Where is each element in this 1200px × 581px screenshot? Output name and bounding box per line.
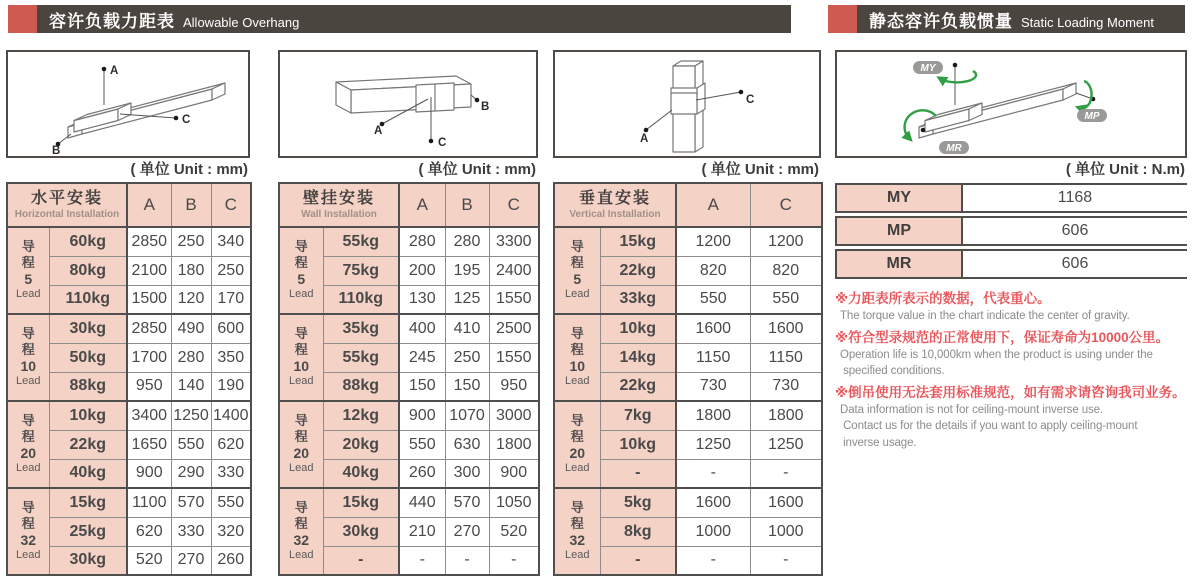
value-cell: 290 [171, 459, 211, 488]
value-cell: 1250 [676, 430, 750, 459]
note-en: Contact us for the details if you want to apply ceiling-mount [840, 420, 1138, 432]
table-row [554, 488, 822, 517]
value-cell: - [750, 459, 822, 488]
lead-number: 20 [20, 445, 37, 462]
value-cell: 2100 [127, 256, 171, 285]
value-cell: 1650 [127, 430, 171, 459]
table-title-zh: 垂直安装 [578, 189, 651, 207]
vertical-installation-section [553, 50, 821, 576]
load-cell: 14kg [600, 343, 676, 372]
horizontal-installation-table [6, 182, 252, 576]
load-cell: 8kg [600, 517, 676, 546]
lead-zh: 导程 [21, 325, 35, 358]
value-cell: 1700 [127, 343, 171, 372]
value-cell: 250 [211, 256, 251, 285]
value-cell: 300 [445, 459, 489, 488]
value-cell: - [750, 546, 822, 575]
value-cell: 1800 [676, 401, 750, 430]
load-cell: 30kg [49, 546, 127, 575]
lead-20-cell [554, 401, 600, 488]
moment-row [835, 216, 1187, 246]
lead-32-cell [7, 488, 49, 575]
value-cell: 550 [750, 285, 822, 314]
lead-number: 5 [573, 271, 582, 288]
moment-diagram-svg [837, 52, 1185, 156]
lead-zh: 导程 [21, 499, 35, 532]
lead-zh: 导程 [294, 238, 308, 271]
load-cell: 33kg [600, 285, 676, 314]
load-cell: 22kg [600, 256, 676, 285]
value-cell: 2850 [127, 227, 171, 256]
diagram-point-b-label: B [481, 101, 490, 113]
diagram-point-c-label: C [182, 114, 191, 126]
value-cell: 1000 [750, 517, 822, 546]
value-cell: 520 [489, 517, 539, 546]
unit-label-nm: ( 单位 Unit : N.m) [1065, 161, 1185, 178]
note-en: inverse usage. [840, 436, 917, 449]
value-cell: 1200 [750, 227, 822, 256]
value-cell: - [489, 546, 539, 575]
value-cell: 410 [445, 314, 489, 343]
value-cell: - [676, 459, 750, 488]
lead-zh: 导程 [570, 499, 584, 532]
moment-row [835, 249, 1187, 279]
lead-en: Lead [565, 288, 590, 301]
horizontal-table-title [7, 183, 127, 227]
value-cell: 1800 [750, 401, 822, 430]
value-cell: 1070 [445, 401, 489, 430]
moment-value: 606 [1061, 255, 1089, 272]
lead-zh: 导程 [21, 238, 35, 271]
unit-label-mm: ( 单位 Unit : mm) [701, 161, 819, 178]
value-cell: 270 [171, 546, 211, 575]
lead-number: 20 [293, 445, 310, 462]
load-cell: 40kg [323, 459, 399, 488]
header-title-zh: 容许负载力距表 [49, 11, 175, 31]
value-cell: 3300 [489, 227, 539, 256]
vertical-table-title [554, 183, 676, 227]
load-cell: 22kg [49, 430, 127, 459]
lead-en: Lead [16, 375, 41, 388]
header-title-en: Allowable Overhang [183, 14, 300, 30]
column-header-a: A [399, 183, 445, 227]
notes [835, 289, 1187, 451]
table-row [279, 401, 539, 430]
load-cell: 15kg [49, 488, 127, 517]
load-cell: 22kg [600, 372, 676, 401]
lead-10-cell [7, 314, 49, 401]
moment-value: 1168 [1057, 189, 1093, 206]
lead-zh: 导程 [294, 412, 308, 445]
table-row [7, 227, 251, 256]
value-cell: 330 [211, 459, 251, 488]
column-header-a: A [127, 183, 171, 227]
table-title-en: Vertical Installation [569, 209, 661, 221]
lead-number: 20 [569, 445, 586, 462]
value-cell: 340 [211, 227, 251, 256]
moment-label: MP [835, 218, 963, 244]
accent-square-icon [828, 5, 857, 33]
value-cell: 900 [399, 401, 445, 430]
lead-32-cell [554, 488, 600, 575]
note-zh: ※符合型录规范的正常使用下，保证寿命为10000公里。 [835, 329, 1170, 345]
table-row [7, 488, 251, 517]
lead-number: 10 [569, 358, 586, 375]
wall-diagram-svg [280, 52, 536, 156]
load-cell: 75kg [323, 256, 399, 285]
table-row [554, 227, 822, 256]
vertical-diagram-svg [555, 52, 819, 156]
horizontal-installation-section [6, 50, 250, 576]
load-cell: 15kg [323, 488, 399, 517]
load-cell: 88kg [49, 372, 127, 401]
value-cell: 950 [127, 372, 171, 401]
load-cell: 80kg [49, 256, 127, 285]
table-row [279, 314, 539, 343]
lead-zh: 导程 [570, 238, 584, 271]
value-cell: 1000 [676, 517, 750, 546]
load-cell: 20kg [323, 430, 399, 459]
value-cell: 245 [399, 343, 445, 372]
value-cell: 820 [750, 256, 822, 285]
lead-number: 32 [569, 532, 586, 549]
lead-number: 5 [297, 271, 306, 288]
load-cell: 10kg [600, 314, 676, 343]
value-cell: 620 [211, 430, 251, 459]
lead-en: Lead [16, 288, 41, 301]
header-titles [49, 7, 299, 32]
load-cell: 35kg [323, 314, 399, 343]
value-cell: 820 [676, 256, 750, 285]
value-cell: - [399, 546, 445, 575]
value-cell: 1600 [676, 314, 750, 343]
table-row [279, 227, 539, 256]
header-titles [869, 7, 1154, 32]
column-header-a: A [676, 183, 750, 227]
value-cell: - [676, 546, 750, 575]
value-cell: 1200 [676, 227, 750, 256]
diagram-point-c-label: C [746, 94, 755, 106]
lead-10-cell [279, 314, 323, 401]
diagram-point-a-label: A [640, 133, 649, 145]
value-cell: 180 [171, 256, 211, 285]
value-cell: 260 [399, 459, 445, 488]
note-zh: ※力距表所表示的数据，代表重心。 [835, 291, 1051, 306]
load-cell: 15kg [600, 227, 676, 256]
column-header-c: C [750, 183, 822, 227]
value-cell: 320 [211, 517, 251, 546]
note-en: specified conditions. [840, 365, 945, 377]
value-cell: 1150 [676, 343, 750, 372]
unit-label-mm: ( 单位 Unit : mm) [130, 161, 248, 178]
value-cell: 125 [445, 285, 489, 314]
lead-32-cell [279, 488, 323, 575]
value-cell: 150 [445, 372, 489, 401]
lead-en: Lead [289, 462, 314, 475]
load-cell: - [600, 459, 676, 488]
wall-installation-table [278, 182, 540, 576]
value-cell: 900 [489, 459, 539, 488]
section-header-static-loading-moment [828, 5, 1185, 33]
value-cell: 1400 [211, 401, 251, 430]
mp-badge-label: MP [1084, 111, 1100, 122]
load-cell: 10kg [600, 430, 676, 459]
load-cell: 60kg [49, 227, 127, 256]
table-row [554, 401, 822, 430]
wall-installation-section [278, 50, 538, 576]
moment-row [835, 183, 1187, 213]
lead-5-cell [279, 227, 323, 314]
lead-en: Lead [289, 288, 314, 301]
value-cell: 550 [399, 430, 445, 459]
horizontal-installation-diagram [6, 50, 250, 158]
value-cell: 150 [399, 372, 445, 401]
value-cell: 195 [445, 256, 489, 285]
value-cell: 280 [445, 227, 489, 256]
value-cell: 260 [211, 546, 251, 575]
lead-20-cell [7, 401, 49, 488]
vertical-installation-diagram [553, 50, 821, 158]
load-cell: 25kg [49, 517, 127, 546]
moment-value: 606 [1061, 222, 1089, 239]
lead-number: 32 [20, 532, 37, 549]
value-cell: 520 [127, 546, 171, 575]
value-cell: 280 [171, 343, 211, 372]
load-cell: 110kg [323, 285, 399, 314]
load-cell: 55kg [323, 343, 399, 372]
load-cell: 7kg [600, 401, 676, 430]
value-cell: 630 [445, 430, 489, 459]
value-cell: 730 [676, 372, 750, 401]
column-header-b: B [171, 183, 211, 227]
moment-label: MY [835, 185, 963, 211]
table-row [7, 401, 251, 430]
lead-en: Lead [565, 375, 590, 388]
value-cell: 130 [399, 285, 445, 314]
value-cell: 3000 [489, 401, 539, 430]
value-cell: 1600 [676, 488, 750, 517]
mr-badge-label: MR [946, 143, 962, 154]
value-cell: 2500 [489, 314, 539, 343]
note-zh: ※倒吊使用无法套用标准规范，如有需求请咨询我司业务。 [835, 384, 1186, 400]
note-en: The torque value in the chart indicate the center of gravity. [840, 310, 1130, 322]
load-cell: - [600, 546, 676, 575]
load-cell: 55kg [323, 227, 399, 256]
value-cell: 330 [171, 517, 211, 546]
lead-en: Lead [16, 549, 41, 562]
lead-zh: 导程 [294, 499, 308, 532]
value-cell: 550 [211, 488, 251, 517]
moment-label: MR [835, 251, 963, 277]
value-cell: 1550 [489, 343, 539, 372]
diagram-point-a-label: A [110, 65, 119, 77]
note-en: Data information is not for ceiling-mount inverse use. [840, 403, 1104, 416]
column-header-c: C [489, 183, 539, 227]
lead-5-cell [554, 227, 600, 314]
load-cell: 40kg [49, 459, 127, 488]
my-rotation-arrow-icon [941, 71, 976, 82]
load-cell: 12kg [323, 401, 399, 430]
note [835, 383, 1187, 452]
lead-zh: 导程 [294, 325, 308, 358]
value-cell: 350 [211, 343, 251, 372]
diagram-point-a-label: A [374, 125, 383, 137]
value-cell: 1250 [171, 401, 211, 430]
my-badge-label: MY [920, 63, 936, 74]
lead-en: Lead [289, 375, 314, 388]
lead-zh: 导程 [570, 412, 584, 445]
value-cell: 2400 [489, 256, 539, 285]
load-cell: 88kg [323, 372, 399, 401]
diagram-point-c-label: C [438, 137, 447, 149]
note [835, 289, 1187, 325]
value-cell: 1600 [750, 488, 822, 517]
lead-en: Lead [565, 549, 590, 562]
value-cell: 570 [445, 488, 489, 517]
header-title-zh: 静态容许负载惯量 [869, 11, 1013, 31]
value-cell: 140 [171, 372, 211, 401]
lead-20-cell [279, 401, 323, 488]
value-cell: 250 [171, 227, 211, 256]
load-cell: 5kg [600, 488, 676, 517]
value-cell: 620 [127, 517, 171, 546]
load-cell: 110kg [49, 285, 127, 314]
table-row [554, 314, 822, 343]
horizontal-diagram-svg [8, 52, 248, 156]
static-loading-moment-table [835, 183, 1187, 279]
value-cell: 550 [171, 430, 211, 459]
value-cell: 490 [171, 314, 211, 343]
value-cell: 1250 [750, 430, 822, 459]
value-cell: 1100 [127, 488, 171, 517]
value-cell: 900 [127, 459, 171, 488]
section-header-allowable-overhang [8, 5, 791, 33]
load-cell: - [323, 546, 399, 575]
note [835, 328, 1187, 380]
value-cell: 600 [211, 314, 251, 343]
lead-en: Lead [565, 462, 590, 475]
wall-table-title [279, 183, 399, 227]
value-cell: 210 [399, 517, 445, 546]
value-cell: 120 [171, 285, 211, 314]
lead-number: 32 [293, 532, 310, 549]
column-header-c: C [211, 183, 251, 227]
table-row [7, 314, 251, 343]
value-cell: 550 [676, 285, 750, 314]
value-cell: 730 [750, 372, 822, 401]
value-cell: 950 [489, 372, 539, 401]
value-cell: 440 [399, 488, 445, 517]
lead-number: 10 [293, 358, 310, 375]
lead-en: Lead [16, 462, 41, 475]
value-cell: 250 [445, 343, 489, 372]
lead-zh: 导程 [21, 412, 35, 445]
value-cell: 570 [171, 488, 211, 517]
table-title-zh: 壁挂安装 [302, 189, 375, 207]
value-cell: 1800 [489, 430, 539, 459]
load-cell: 10kg [49, 401, 127, 430]
value-cell: 200 [399, 256, 445, 285]
value-cell: 2850 [127, 314, 171, 343]
table-row [279, 488, 539, 517]
value-cell: - [445, 546, 489, 575]
lead-number: 10 [20, 358, 37, 375]
value-cell: 190 [211, 372, 251, 401]
vertical-installation-table [553, 182, 823, 576]
value-cell: 3400 [127, 401, 171, 430]
value-cell: 170 [211, 285, 251, 314]
value-cell: 1500 [127, 285, 171, 314]
value-cell: 400 [399, 314, 445, 343]
lead-en: Lead [289, 549, 314, 562]
moment-diagram [835, 50, 1187, 158]
lead-5-cell [7, 227, 49, 314]
wall-installation-diagram [278, 50, 538, 158]
note-en: Operation life is 10,000km when the product is using under the [840, 348, 1153, 361]
static-loading-moment-section [835, 50, 1187, 454]
value-cell: 1600 [750, 314, 822, 343]
diagram-point-b-label: B [52, 145, 61, 156]
table-title-en: Wall Installation [301, 209, 377, 221]
value-cell: 1150 [750, 343, 822, 372]
table-title-en: Horizontal Installation [14, 209, 120, 221]
value-cell: 270 [445, 517, 489, 546]
value-cell: 280 [399, 227, 445, 256]
lead-number: 5 [24, 271, 33, 288]
load-cell: 30kg [49, 314, 127, 343]
unit-label-mm: ( 单位 Unit : mm) [418, 161, 536, 178]
load-cell: 50kg [49, 343, 127, 372]
value-cell: 1550 [489, 285, 539, 314]
accent-square-icon [8, 5, 37, 33]
value-cell: 1050 [489, 488, 539, 517]
load-cell: 30kg [323, 517, 399, 546]
header-title-en: Static Loading Moment [1021, 14, 1154, 30]
lead-zh: 导程 [570, 325, 584, 358]
lead-10-cell [554, 314, 600, 401]
table-title-zh: 水平安装 [31, 189, 104, 207]
column-header-b: B [445, 183, 489, 227]
